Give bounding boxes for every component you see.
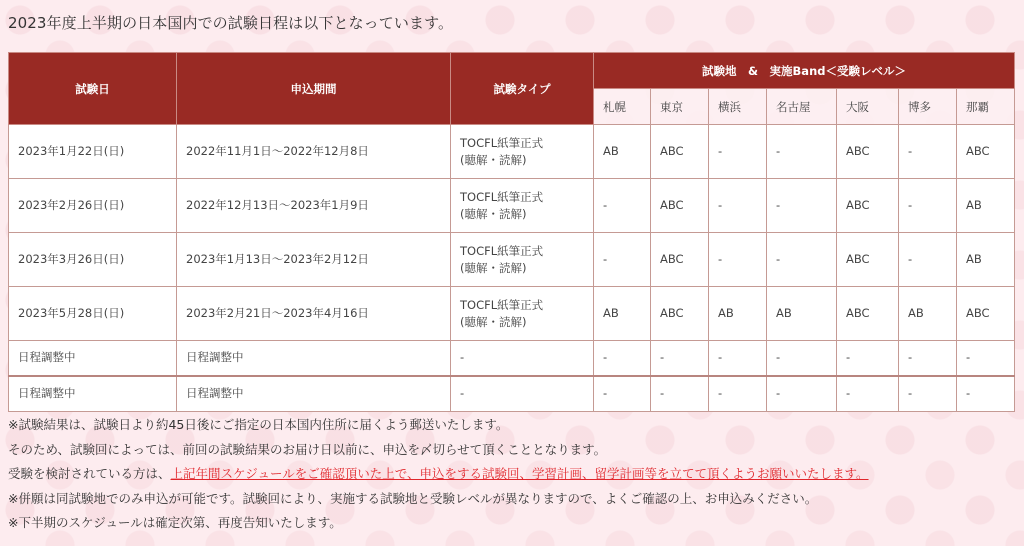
header-city-osaka: 大阪 [837, 89, 899, 125]
notes-section [8, 415, 869, 538]
table-row [9, 341, 1015, 376]
test-type-name: TOCFL紙筆正式 [460, 297, 544, 312]
header-city-naha: 那覇 [957, 89, 1015, 125]
cell-test-type: - [451, 376, 594, 412]
cell-yokohama: - [709, 341, 767, 376]
header-location-band: 試験地 & 実施Band＜受験レベル＞ [594, 53, 1015, 89]
header-city-nagoya: 名古屋 [767, 89, 837, 125]
cell-exam-date: 2023年3月26日(日) [9, 233, 177, 287]
header-city-tokyo: 東京 [651, 89, 709, 125]
cell-naha: - [957, 341, 1015, 376]
test-type-detail: (聴解・読解) [460, 314, 527, 329]
cell-exam-date: 2023年5月28日(日) [9, 287, 177, 341]
note-second-half: ※下半期のスケジュールは確定次第、再度告知いたします。 [8, 515, 342, 530]
exam-schedule-table [8, 52, 1015, 412]
cell-nagoya: - [767, 125, 837, 179]
cell-nagoya: - [767, 233, 837, 287]
cell-nagoya: - [767, 179, 837, 233]
table-row [9, 376, 1015, 412]
note-plan-prefix: 受験を検討されている方は、 [8, 466, 171, 481]
cell-osaka: ABC [837, 287, 899, 341]
cell-sapporo: AB [594, 287, 651, 341]
cell-application-period: 日程調整中 [177, 341, 451, 376]
table-row [9, 179, 1015, 233]
table-row [9, 287, 1015, 341]
cell-application-period: 2022年12月13日～2023年1月9日 [177, 179, 451, 233]
header-city-hakata: 博多 [899, 89, 957, 125]
cell-osaka: ABC [837, 125, 899, 179]
cell-osaka: ABC [837, 233, 899, 287]
test-type-detail: (聴解・読解) [460, 152, 527, 167]
test-type-name: TOCFL紙筆正式 [460, 189, 544, 204]
cell-application-period: 2022年11月1日～2022年12月8日 [177, 125, 451, 179]
cell-naha: ABC [957, 287, 1015, 341]
table-row [9, 233, 1015, 287]
schedule-confirmation-link[interactable]: 上記年間スケジュールをご確認頂いた上で、申込をする試験回、学習計画、留学計画等を立てて頂くようお願いいたします。 [170, 466, 869, 481]
cell-osaka: ABC [837, 179, 899, 233]
header-application-period: 申込期間 [177, 53, 451, 125]
cell-hakata: - [899, 233, 957, 287]
cell-exam-date: 2023年1月22日(日) [9, 125, 177, 179]
cell-hakata: AB [899, 287, 957, 341]
cell-naha: AB [957, 179, 1015, 233]
cell-sapporo: AB [594, 125, 651, 179]
cell-yokohama: - [709, 233, 767, 287]
cell-yokohama: - [709, 125, 767, 179]
cell-sapporo: - [594, 376, 651, 412]
test-type-name: TOCFL紙筆正式 [460, 135, 544, 150]
cell-test-type [451, 125, 594, 179]
header-city-yokohama: 横浜 [709, 89, 767, 125]
cell-exam-date: 日程調整中 [9, 341, 177, 376]
cell-test-type: - [451, 341, 594, 376]
cell-tokyo: - [651, 376, 709, 412]
cell-exam-date: 日程調整中 [9, 376, 177, 412]
cell-nagoya: AB [767, 287, 837, 341]
note-result-mailing: ※試験結果は、試験日より約45日後にご指定の日本国内住所に届くよう郵送いたします。 [8, 417, 509, 432]
cell-yokohama: - [709, 179, 767, 233]
cell-sapporo: - [594, 179, 651, 233]
cell-test-type [451, 179, 594, 233]
header-city-sapporo: 札幌 [594, 89, 651, 125]
cell-yokohama: - [709, 376, 767, 412]
cell-test-type [451, 287, 594, 341]
cell-exam-date: 2023年2月26日(日) [9, 179, 177, 233]
cell-tokyo: ABC [651, 287, 709, 341]
test-type-detail: (聴解・読解) [460, 206, 527, 221]
cell-osaka: - [837, 341, 899, 376]
cell-sapporo: - [594, 341, 651, 376]
test-type-name: TOCFL紙筆正式 [460, 243, 544, 258]
note-deadline: そのため、試験回によっては、前回の試験結果のお届け日以前に、申込を〆切らせて頂くこととなります。 [8, 441, 607, 457]
cell-hakata: - [899, 341, 957, 376]
cell-tokyo: ABC [651, 125, 709, 179]
cell-tokyo: ABC [651, 233, 709, 287]
header-test-type: 試験タイプ [451, 53, 594, 125]
cell-application-period: 2023年1月13日～2023年2月12日 [177, 233, 451, 287]
test-type-detail: (聴解・読解) [460, 260, 527, 275]
intro-text: 2023年度上半期の日本国内での試験日程は以下となっています。 [8, 14, 454, 32]
cell-application-period: 日程調整中 [177, 376, 451, 412]
cell-test-type [451, 233, 594, 287]
cell-hakata: - [899, 179, 957, 233]
cell-yokohama: AB [709, 287, 767, 341]
cell-hakata: - [899, 125, 957, 179]
cell-naha: - [957, 376, 1015, 412]
cell-tokyo: ABC [651, 179, 709, 233]
cell-application-period: 2023年2月21日～2023年4月16日 [177, 287, 451, 341]
cell-nagoya: - [767, 341, 837, 376]
cell-tokyo: - [651, 341, 709, 376]
cell-naha: ABC [957, 125, 1015, 179]
header-exam-date: 試験日 [9, 53, 177, 125]
table-row [9, 125, 1015, 179]
cell-sapporo: - [594, 233, 651, 287]
cell-naha: AB [957, 233, 1015, 287]
note-plan [8, 464, 869, 489]
cell-osaka: - [837, 376, 899, 412]
note-multiple-application: ※併願は同試験地でのみ申込が可能です。試験回により、実施する試験地と受験レベルが異なりますので、よくご確認の上、お申込みください。 [8, 490, 818, 506]
cell-nagoya: - [767, 376, 837, 412]
cell-hakata: - [899, 376, 957, 412]
